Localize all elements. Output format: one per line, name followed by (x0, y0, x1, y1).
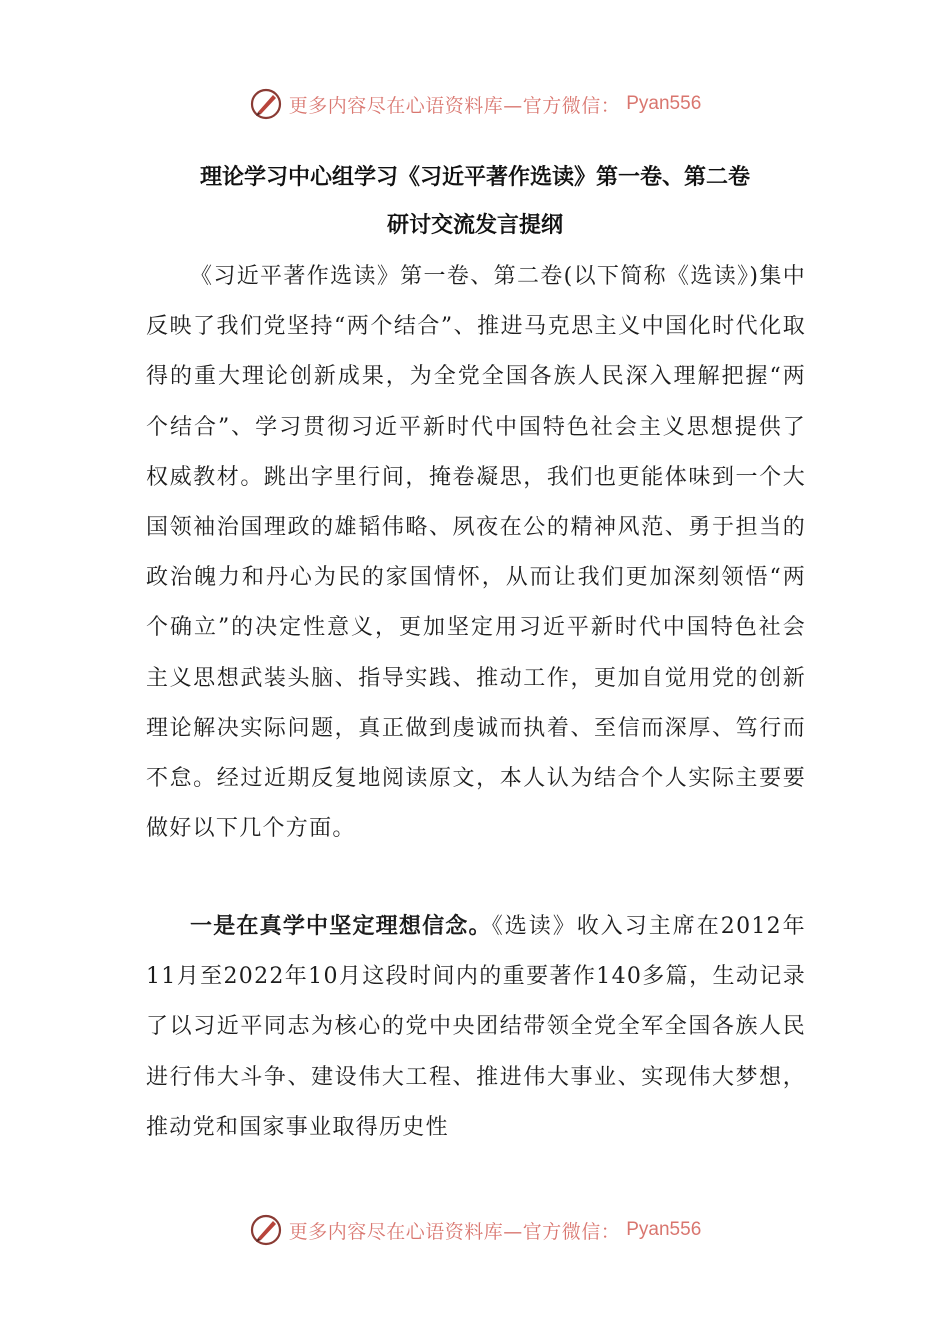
document-title-line2: 研讨交流发言提纲 (386, 213, 563, 238)
banner-text: 更多内容尽在心语资料库—官方微信： (288, 1220, 621, 1243)
section-one-body: 《选读》收入习主席在2012年11月至2022年10月这段时间内的重要著作140多篇，生动记录了以习近平同志为核心的党中央团结带领全党全军全国各族人民进行伟大斗争、建设伟大工程、推进伟大事业、实现伟大梦想，推动党和国家事业取得历史性 (146, 914, 806, 1140)
section-one-heading: 一是在真学中坚定理想信念。 (190, 914, 492, 939)
banner-wechat-handle: Pyan556 (626, 1219, 702, 1240)
document-title-line1: 理论学习中心组学习《习近平著作选读》第一卷、第二卷 (199, 165, 750, 190)
banner-text: 更多内容尽在心语资料库—官方微信： (288, 94, 621, 117)
footer-banner (0, 1210, 950, 1250)
header-banner (0, 84, 950, 124)
paragraph-section-one (146, 902, 806, 1153)
paragraph-intro: 《习近平著作选读》第一卷、第二卷(以下简称《选读》)集中反映了我们党坚持“两个结合”、推进马克思主义中国化时代化取得的重大理论创新成果，为全党全国各族人民深入理解把握“两个结合”、学习贯彻习近平新时代中国特色社会主义思想提供了权威教材。跳出字里行间，掩卷凝思，我们也更能体味到一个大国领袖治国理政的雄韬伟略、夙夜在公的精神风范、勇于担当的政治魄力和丹心为民的家国情怀，从而让我们更加深刻领悟“两个确立”的决定性意义，更加坚定用习近平新时代中国特色社会主义思想武装头脑、指导实践、推动工作，更加自觉用党的创新理论解决实际问题，真正做到虔诚而执着、至信而深厚、笃行而不怠。经过近期反复地阅读原文，本人认为结合个人实际主要要做好以下几个方面。 (146, 264, 806, 842)
pen-circle-logo-icon (249, 1213, 283, 1247)
pen-circle-logo-icon (249, 87, 283, 121)
banner-wechat-handle: Pyan556 (626, 93, 702, 114)
